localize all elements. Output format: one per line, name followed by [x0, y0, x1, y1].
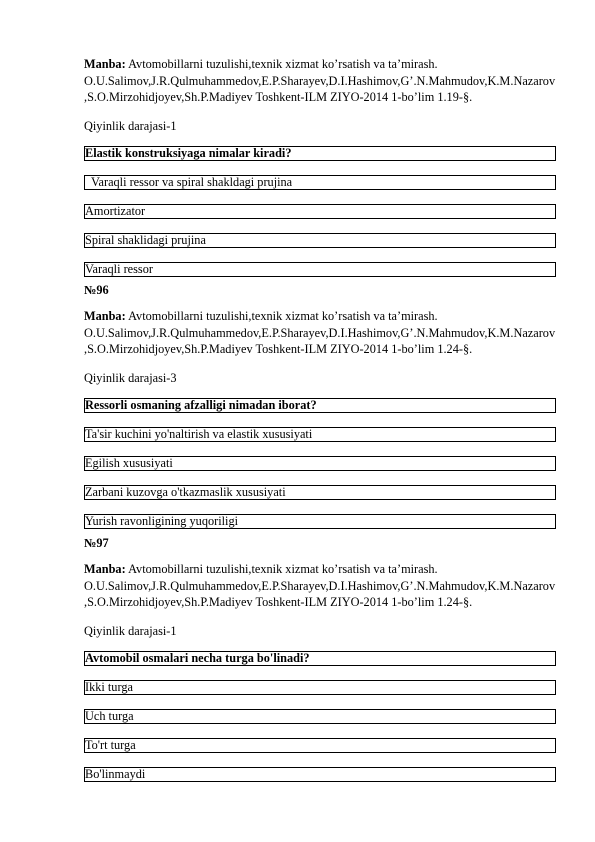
answer-option: Ta'sir kuchini yo'naltirish va elastik xususiyati: [85, 427, 556, 441]
question-number: №96: [84, 283, 109, 297]
difficulty-level: Qiyinlik darajasi-3: [84, 370, 177, 385]
answer-option: Varaqli ressor va spiral shakldagi prujina: [85, 175, 556, 189]
question-text: Avtomobil osmalari necha turga bo'linadi?: [85, 651, 556, 665]
question-table: [84, 398, 556, 529]
source-citation: [84, 56, 556, 106]
answer-option: Zarbani kuzovga o'tkazmaslik xususiyati: [85, 485, 556, 499]
source-authors: O.U.Salimov,J.R.Qulmuhammedov,E.P.Sharayev,D.I.Hashimov,G’.N.Mahmudov,K.M.Nazarov: [84, 578, 556, 593]
answer-option: Bo'linmaydi: [85, 767, 556, 781]
question-table: [84, 146, 556, 277]
answer-option: Amortizator: [85, 204, 556, 218]
question-table: [84, 651, 556, 782]
answer-option: Spiral shaklidagi prujina: [85, 233, 556, 247]
question-text: Elastik konstruksiyaga nimalar kiradi?: [85, 146, 556, 160]
source-label: Manba:: [84, 309, 126, 323]
answer-option: Uch turga: [85, 709, 556, 723]
answer-option: Egilish xususiyati: [85, 456, 556, 470]
source-citation: [84, 308, 556, 358]
source-publisher: ,S.O.Mirzohidjoyev,Sh.P.Madiyev Toshkent-ILM ZIYO-2014 1-bo’lim 1.19-§.: [84, 90, 473, 104]
source-title: Avtomobillarni tuzulishi,texnik xizmat ko’rsatish va ta’mirash.: [125, 57, 438, 71]
source-title: Avtomobillarni tuzulishi,texnik xizmat ko’rsatish va ta’mirash.: [125, 309, 438, 323]
difficulty-level: Qiyinlik darajasi-1: [84, 623, 177, 638]
answer-option: Yurish ravonligining yuqoriligi: [85, 514, 556, 528]
question-text: Ressorli osmaning afzalligi nimadan iborat?: [85, 398, 556, 412]
source-citation: [84, 561, 556, 611]
question-block-1: [84, 56, 556, 277]
source-title: Avtomobillarni tuzulishi,texnik xizmat ko’rsatish va ta’mirash.: [125, 562, 438, 576]
answer-option: Varaqli ressor: [85, 262, 556, 276]
question-number: №97: [84, 536, 109, 550]
question-block-2: [84, 282, 556, 529]
question-block-3: [84, 535, 556, 782]
answer-option: To'rt turga: [85, 738, 556, 752]
source-authors: O.U.Salimov,J.R.Qulmuhammedov,E.P.Sharayev,D.I.Hashimov,G’.N.Mahmudov,K.M.Nazarov: [84, 325, 556, 340]
source-authors: O.U.Salimov,J.R.Qulmuhammedov,E.P.Sharayev,D.I.Hashimov,G’.N.Mahmudov,K.M.Nazarov: [84, 73, 556, 88]
difficulty-level: Qiyinlik darajasi-1: [84, 118, 177, 133]
source-label: Manba:: [84, 562, 126, 576]
answer-option: Ikki turga: [85, 680, 556, 694]
source-publisher: ,S.O.Mirzohidjoyev,Sh.P.Madiyev Toshkent-ILM ZIYO-2014 1-bo’lim 1.24-§.: [84, 595, 473, 609]
source-publisher: ,S.O.Mirzohidjoyev,Sh.P.Madiyev Toshkent-ILM ZIYO-2014 1-bo’lim 1.24-§.: [84, 342, 473, 356]
source-label: Manba:: [84, 57, 126, 71]
